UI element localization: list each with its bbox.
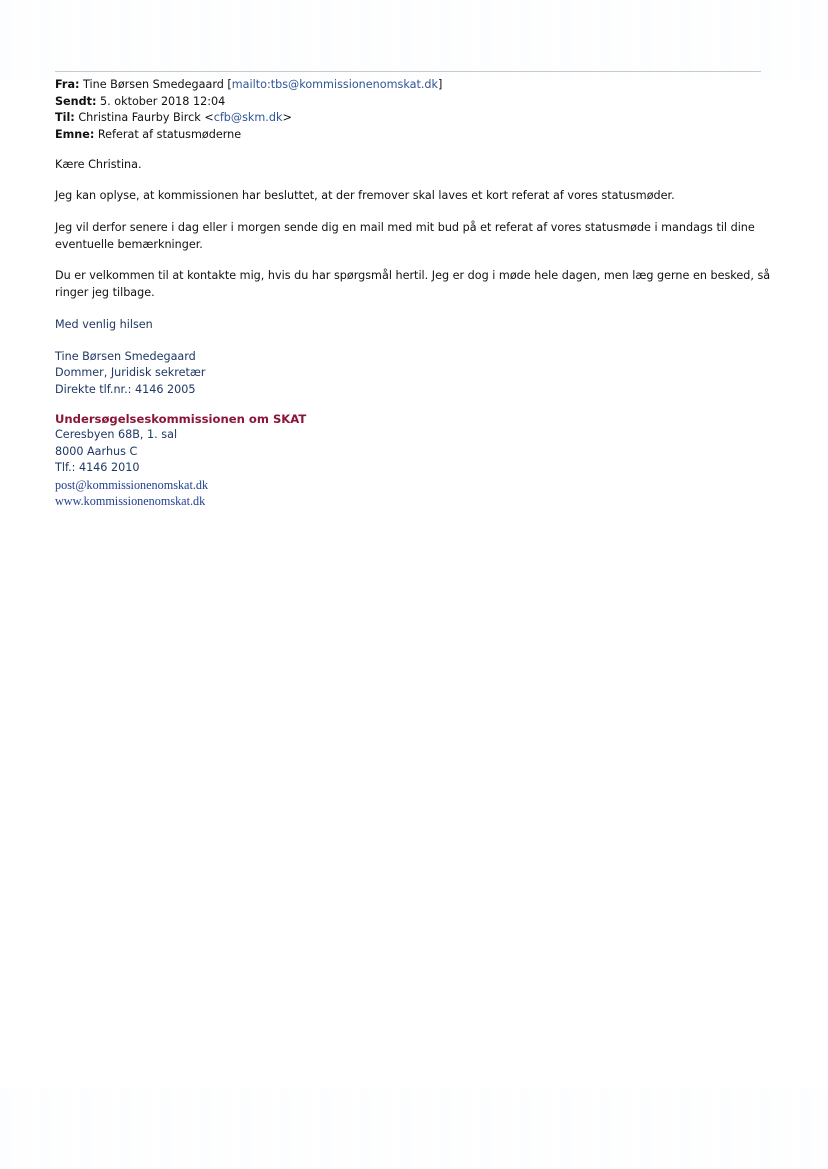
subject-line [55,127,442,144]
from-label: Fra: [55,78,80,91]
organization-website-link[interactable]: www.kommissionenomskat.dk [55,494,206,509]
signature-title: Dommer, Juridisk sekretær [55,366,206,380]
from-line [55,77,442,94]
email-header [55,77,442,143]
sent-line [55,94,442,111]
scan-artifact-bottom [0,1089,828,1169]
signature-phone: Direkte tlf.nr.: 4146 2005 [55,382,196,396]
organization-address-2: 8000 Aarhus C [55,444,138,458]
organization-phone: Tlf.: 4146 2010 [55,461,140,475]
email-body [55,156,771,301]
from-name: Tine Børsen Smedegaard [83,78,224,91]
paragraph-2: Jeg vil derfor senere i dag eller i morgen sende dig en mail med mit bud på et referat af vores statusmøde i mandags til dine eventuelle bemærkninger. [55,221,755,251]
from-mailto-link[interactable]: mailto:tbs@kommissionenomskat.dk [231,78,438,91]
closing: Med venlig hilsen [55,318,153,331]
header-divider [55,71,761,72]
to-name: Christina Faurby Birck [78,111,201,124]
organization-email-link[interactable]: post@kommissionenomskat.dk [55,477,209,492]
to-label: Til: [55,111,75,124]
greeting: Kære Christina. [55,158,142,171]
organization-name: Undersøgelseskommissionen om SKAT [55,412,307,426]
sent-value: 5. oktober 2018 12:04 [100,94,226,108]
to-angle-close: > [282,111,292,124]
signature-name: Tine Børsen Smedegaard [55,350,196,363]
paragraph-3: Du er velkommen til at kontakte mig, hvis du har spørgsmål hertil. Jeg er dog i møde hele dagen, men læg gerne en besked, så ringer jeg tilbage. [55,269,771,299]
to-line [55,110,442,127]
to-angle-open: < [204,111,214,124]
to-email-link[interactable]: cfb@skm.dk [213,111,283,124]
organization-block [55,411,306,509]
signature-block [55,349,205,398]
organization-address-1: Ceresbyen 68B, 1. sal [55,428,178,442]
from-bracket-open: [ [227,78,232,91]
subject-label: Emne: [55,127,95,141]
subject-value: Referat af statusmøderne [97,127,242,141]
sent-label: Sendt: [55,94,97,108]
from-bracket-close: ] [437,78,443,91]
scan-artifact-top [0,0,828,80]
paragraph-1: Jeg kan oplyse, at kommissionen har besluttet, at der fremover skal laves et kort referat af vores statusmøder. [55,189,675,202]
